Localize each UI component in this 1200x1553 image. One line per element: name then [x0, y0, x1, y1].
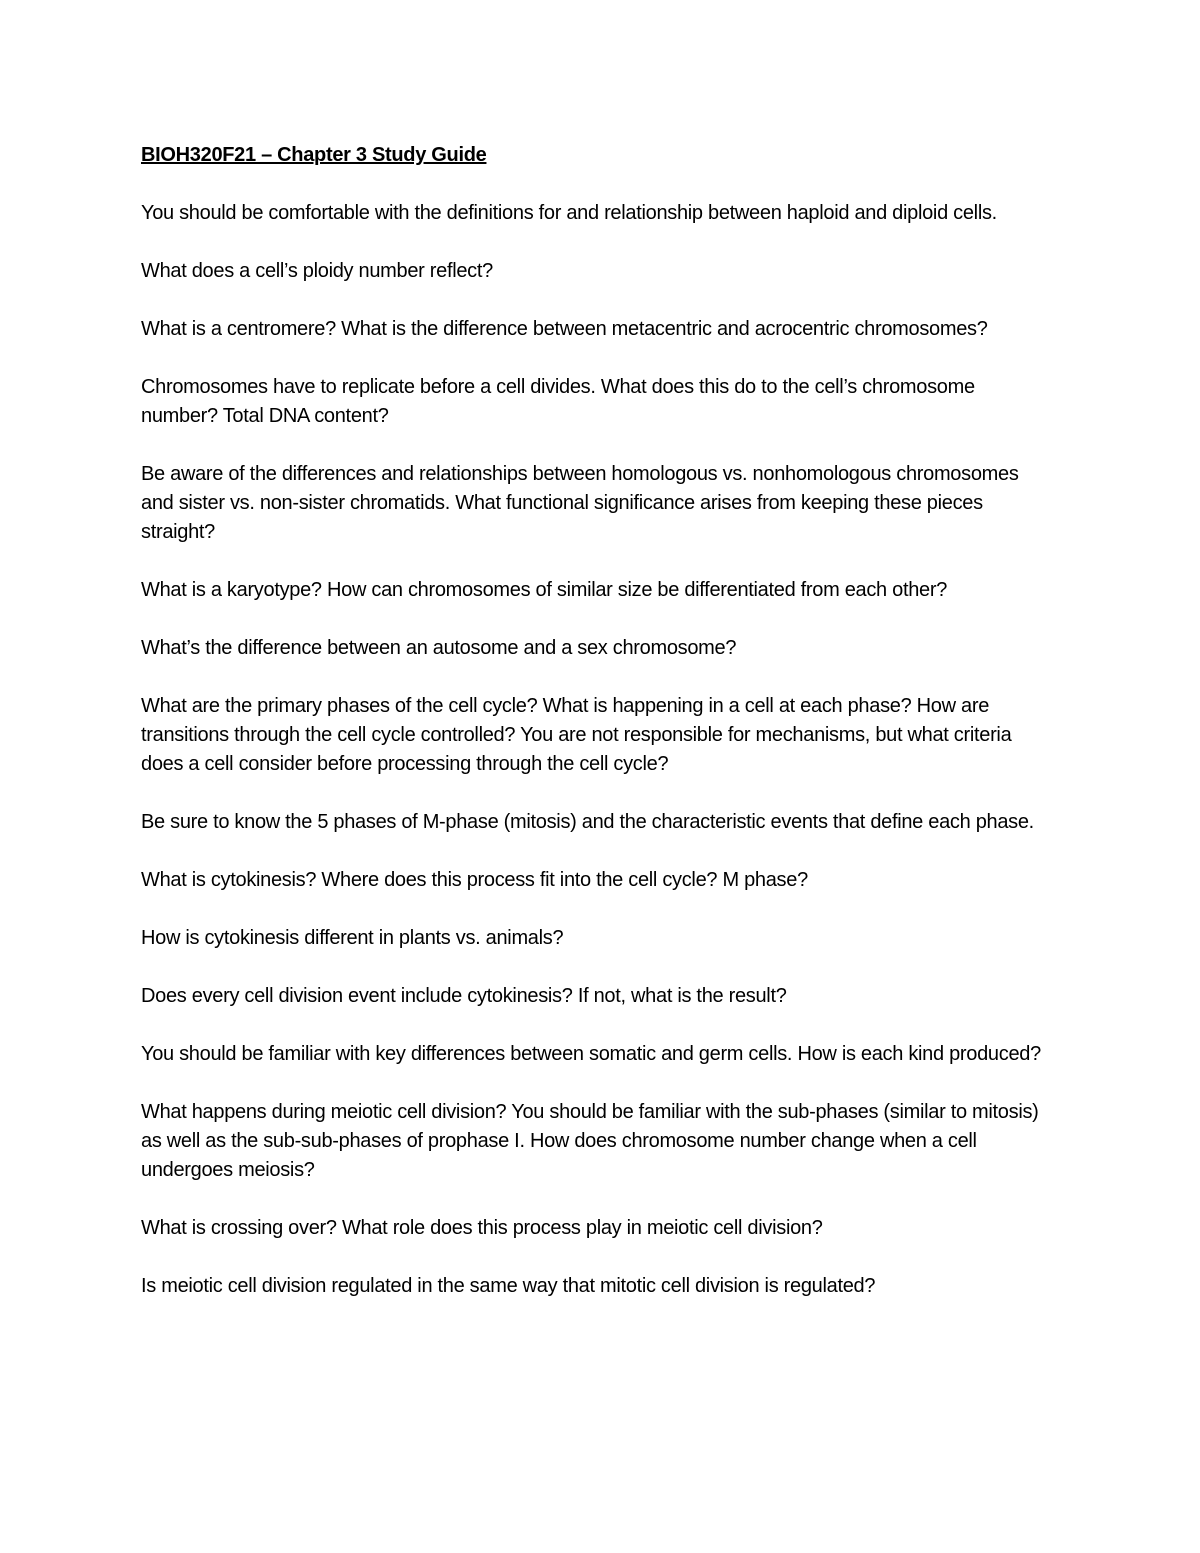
paragraph-meiosis: What happens during meiotic cell division? You should be familiar with the sub-phases (similar to mitosis) as well as the sub-sub-phases of prophase I. How does chromosome number change when a cell undergoes meiosis? — [141, 1101, 1039, 1181]
paragraph-karyotype: What is a karyotype? How can chromosomes of similar size be differentiated from each other? — [141, 579, 948, 601]
paragraph-replication: Chromosomes have to replicate before a cell divides. What does this do to the cell’s chromosome number? Total DNA content? — [141, 376, 975, 427]
document-body — [141, 141, 1056, 1330]
paragraph-regulation: Is meiotic cell division regulated in the same way that mitotic cell division is regulated? — [141, 1275, 876, 1297]
paragraph-cell-division-event: Does every cell division event include cytokinesis? If not, what is the result? — [141, 985, 787, 1007]
paragraph-ploidy: What does a cell’s ploidy number reflect? — [141, 260, 493, 282]
paragraph-m-phase: Be sure to know the 5 phases of M-phase (mitosis) and the characteristic events that define each phase. — [141, 811, 1034, 833]
paragraph-cell-cycle: What are the primary phases of the cell cycle? What is happening in a cell at each phase? How are transitions through the cell cycle controlled? You are not responsible for mechanisms, but what criteria does a cell consider before processing through the cell cycle? — [141, 695, 1012, 775]
paragraph-centromere: What is a centromere? What is the difference between metacentric and acrocentric chromosomes? — [141, 318, 988, 340]
paragraph-crossing-over: What is crossing over? What role does this process play in meiotic cell division? — [141, 1217, 823, 1239]
paragraph-somatic-germ: You should be familiar with key differences between somatic and germ cells. How is each kind produced? — [141, 1043, 1041, 1065]
paragraph-cytokinesis: What is cytokinesis? Where does this process fit into the cell cycle? M phase? — [141, 869, 808, 891]
document-title: BIOH320F21 – Chapter 3 Study Guide — [141, 144, 487, 166]
paragraph-haploid-diploid: You should be comfortable with the definitions for and relationship between haploid and diploid cells. — [141, 202, 997, 224]
paragraph-cytokinesis-plants: How is cytokinesis different in plants vs. animals? — [141, 927, 564, 949]
paragraph-autosome: What’s the difference between an autosome and a sex chromosome? — [141, 637, 737, 659]
paragraph-homologous: Be aware of the differences and relationships between homologous vs. nonhomologous chromosomes and sister vs. non-sister chromatids. What functional significance arises from keeping these pieces straight? — [141, 463, 1019, 543]
